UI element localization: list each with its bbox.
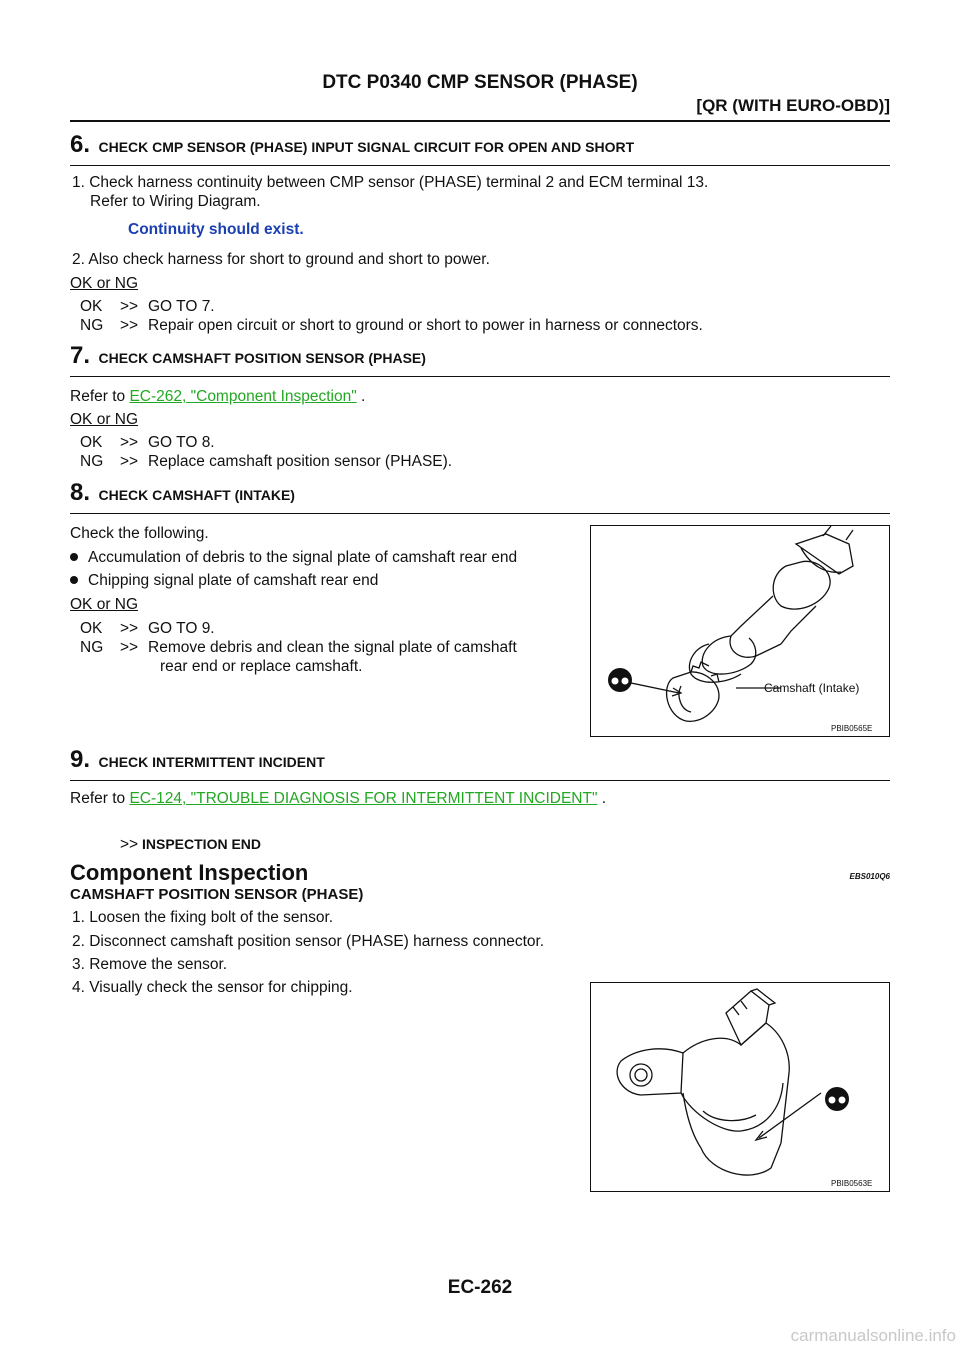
step-8-ng-row-cont: rear end or replace camshaft. — [160, 658, 363, 675]
step-9-refer: Refer to EC-124, "TROUBLE DIAGNOSIS FOR INTERMITTENT INCIDENT" . — [70, 790, 607, 807]
step-8-title: CHECK CAMSHAFT (INTAKE) — [98, 487, 295, 503]
page-header-subtitle: [QR (WITH EURO-OBD)] — [696, 96, 890, 115]
step-7-ok-ng-label: OK or NG — [70, 411, 139, 428]
step-7-ng-row: NG >> Replace camshaft position sensor (PHASE). — [80, 453, 453, 470]
link-component-inspection[interactable]: EC-262, "Component Inspection" — [129, 388, 357, 405]
step-6-number: 6. — [70, 131, 91, 158]
step-9-heading — [70, 746, 890, 781]
step-6-heading — [70, 131, 890, 166]
step-7-number: 7. — [70, 342, 91, 369]
component-inspection-subtitle: CAMSHAFT POSITION SENSOR (PHASE) — [70, 886, 364, 903]
step-6-line-2: 2. Also check harness for short to ground and short to power. — [72, 251, 490, 268]
step-7-title: CHECK CAMSHAFT POSITION SENSOR (PHASE) — [98, 350, 426, 366]
step-8-bullet-2: Chipping signal plate of camshaft rear end — [70, 571, 378, 590]
step-8-ng-row: NG >> Remove debris and clean the signal plate of camshaft — [80, 639, 517, 656]
component-step-1: 1. Loosen the fixing bolt of the sensor. — [72, 909, 334, 926]
step-6-line-1b: Refer to Wiring Diagram. — [90, 193, 261, 210]
step-7-heading — [70, 342, 890, 377]
step-8-ok-row: OK >> GO TO 9. — [80, 620, 215, 637]
step-6-ok-ng-label: OK or NG — [70, 275, 139, 292]
watermark: carmanualsonline.info — [790, 1326, 956, 1345]
bullet-dot — [70, 553, 78, 561]
component-inspection-ref: EBS010Q6 — [849, 872, 890, 881]
step-8-bullet-1: Accumulation of debris to the signal plate of camshaft rear end — [70, 548, 517, 567]
page-header-title: DTC P0340 CMP SENSOR (PHASE) — [322, 72, 638, 93]
page-number: EC-262 — [447, 1277, 513, 1298]
link-trouble-diagnosis[interactable]: EC-124, "TROUBLE DIAGNOSIS FOR INTERMITTENT INCIDENT" — [129, 790, 598, 807]
camshaft-figure-label: Camshaft (Intake) — [764, 681, 860, 695]
step-9-title: CHECK INTERMITTENT INCIDENT — [98, 754, 325, 770]
inspection-marker-icon — [608, 668, 632, 692]
component-step-2: 2. Disconnect camshaft position sensor (PHASE) harness connector. — [72, 933, 545, 950]
inspection-marker-icon — [825, 1087, 849, 1111]
step-9-number: 9. — [70, 746, 91, 773]
sensor-figure — [590, 982, 890, 1192]
cmp-sensor-illustration — [591, 983, 889, 1191]
step-6-ng-row: NG >> Repair open circuit or short to ground or short to power in harness or connectors. — [80, 317, 703, 334]
step-6-ok-row: OK >> GO TO 7. — [80, 298, 215, 315]
step-7-refer: Refer to EC-262, "Component Inspection" . — [70, 388, 366, 405]
step-8-number: 8. — [70, 479, 91, 506]
camshaft-illustration — [591, 526, 889, 736]
camshaft-figure — [590, 525, 890, 737]
step-8-ok-ng-label: OK or NG — [70, 596, 139, 613]
step-8-heading — [70, 479, 890, 514]
step-6-title: CHECK CMP SENSOR (PHASE) INPUT SIGNAL CIRCUIT FOR OPEN AND SHORT — [98, 139, 635, 155]
step-6-line-1: 1. Check harness continuity between CMP sensor (PHASE) terminal 2 and ECM terminal 13. — [72, 174, 709, 191]
component-step-3: 3. Remove the sensor. — [72, 956, 228, 973]
step-8-intro: Check the following. — [70, 525, 209, 542]
component-step-4: 4. Visually check the sensor for chipping. — [72, 979, 353, 996]
component-inspection-title: Component Inspection — [70, 860, 309, 885]
header-divider — [70, 120, 890, 122]
bullet-dot — [70, 576, 78, 584]
step-7-ok-row: OK >> GO TO 8. — [80, 434, 215, 451]
sensor-figure-code: PBIB0563E — [831, 1179, 873, 1188]
step-9-end-row: >> INSPECTION END — [120, 836, 262, 853]
step-6-spec: Continuity should exist. — [128, 221, 304, 238]
camshaft-figure-code: PBIB0565E — [831, 724, 873, 733]
